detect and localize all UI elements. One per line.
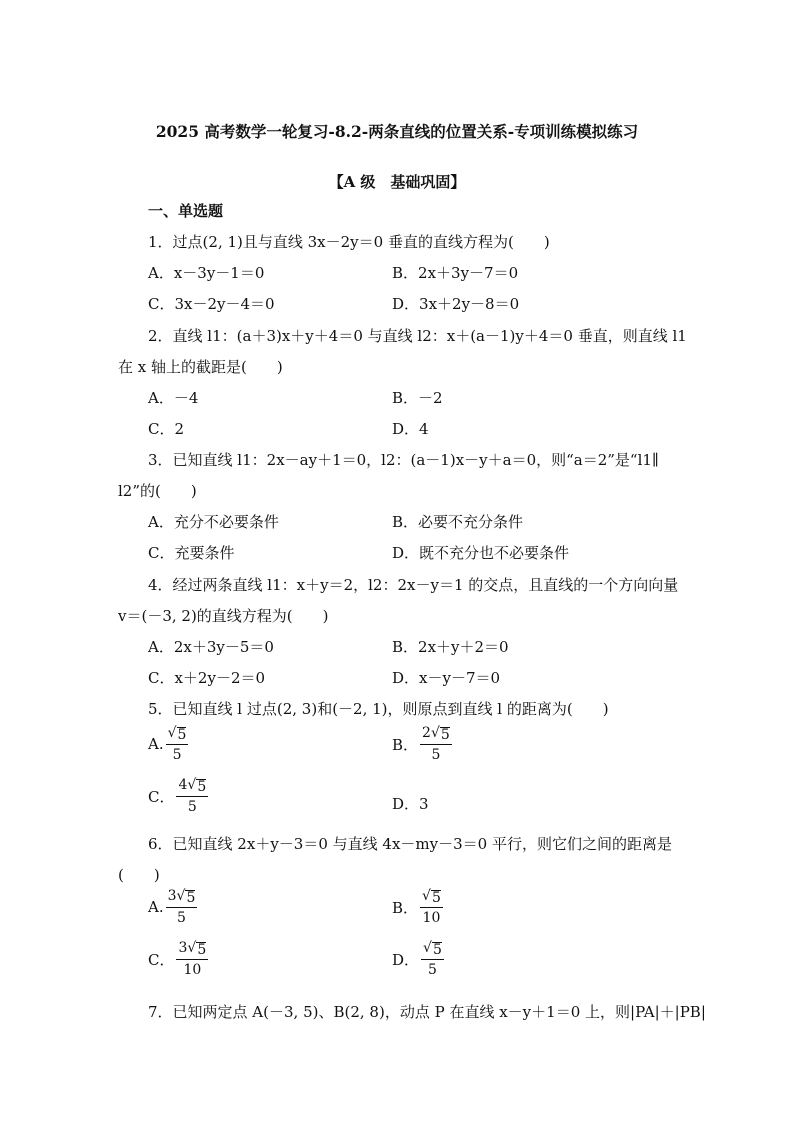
question-6-line-2: ( ) bbox=[118, 866, 160, 884]
question-3-line-2: l2”的( ) bbox=[118, 482, 197, 500]
sqrt-icon: √ bbox=[423, 940, 432, 956]
fraction bbox=[421, 941, 444, 977]
q6-option-c bbox=[148, 941, 208, 977]
question-2-line-1: 2．直线 l1：(a＋3)x＋y＋4＝0 与直线 l2：x＋(a－1)y＋4＝0 垂直，则直线 l1 bbox=[148, 327, 687, 345]
q5-option-b bbox=[392, 726, 452, 762]
q4-option-a: A．2x＋3y－5＝0 bbox=[148, 638, 274, 656]
fraction bbox=[420, 726, 452, 762]
question-3-line-1: 3．已知直线 l1：2x－ay＋1＝0，l2：(a－1)x－y＋a＝0，则“a＝2”是“l1∥ bbox=[148, 451, 659, 469]
denominator: 5 bbox=[177, 910, 186, 926]
q6-option-b bbox=[392, 889, 443, 925]
q2-option-c: C．2 bbox=[148, 420, 185, 438]
radicand: 5 bbox=[440, 727, 450, 743]
question-4-line-2: v＝(－3, 2)的直线方程为( ) bbox=[118, 607, 329, 625]
q3-option-a: A．充分不必要条件 bbox=[148, 513, 279, 531]
sqrt-icon: √ bbox=[187, 777, 197, 793]
radicand: 5 bbox=[186, 890, 196, 906]
fraction bbox=[420, 889, 443, 925]
denominator: 5 bbox=[431, 747, 441, 763]
q4-option-d: D．x－y－7＝0 bbox=[392, 669, 501, 687]
q4-option-b: B．2x＋y＋2＝0 bbox=[392, 638, 509, 656]
sqrt-icon: √ bbox=[167, 725, 177, 741]
denominator: 5 bbox=[427, 962, 437, 978]
option-label: D． bbox=[392, 950, 420, 969]
fraction bbox=[166, 889, 198, 925]
q1-option-a: A．x－3y－1＝0 bbox=[148, 264, 265, 282]
document-title: 2025 高考数学一轮复习-8.2-两条直线的位置关系-专项训练模拟练习 bbox=[155, 122, 639, 141]
coefficient: 4 bbox=[178, 777, 188, 793]
option-label: C． bbox=[148, 787, 175, 806]
denominator: 10 bbox=[422, 910, 441, 926]
q6-option-a bbox=[148, 889, 197, 925]
q1-option-d: D．3x＋2y－8＝0 bbox=[392, 295, 520, 313]
question-2-line-2: 在 x 轴上的截距是( ) bbox=[118, 358, 283, 376]
q1-option-b: B．2x＋3y－7＝0 bbox=[392, 264, 519, 282]
radicand: 5 bbox=[197, 779, 207, 795]
denominator: 5 bbox=[187, 799, 197, 815]
radicand: 5 bbox=[177, 727, 187, 743]
coefficient: 3 bbox=[167, 888, 177, 904]
q5-option-c bbox=[148, 778, 208, 814]
radicand: 5 bbox=[432, 942, 442, 958]
question-1: 1．过点(2, 1)且与直线 3x－2y＝0 垂直的直线方程为( ) bbox=[148, 233, 550, 251]
question-6-line-1: 6．已知直线 2x＋y－3＝0 与直线 4x－my－3＝0 平行，则它们之间的距离是 bbox=[148, 835, 672, 853]
question-4-line-1: 4．经过两条直线 l1：x＋y＝2，l2：2x－y＝1 的交点，且直线的一个方向向量 bbox=[148, 576, 679, 594]
q3-option-d: D．既不充分也不必要条件 bbox=[392, 544, 570, 562]
q5-option-d: D．3 bbox=[392, 795, 429, 813]
option-label: C． bbox=[148, 950, 175, 969]
q2-option-a: A．－4 bbox=[148, 389, 199, 407]
coefficient: 2 bbox=[422, 725, 431, 741]
sqrt-icon: √ bbox=[176, 888, 186, 904]
q3-option-b: B．必要不充分条件 bbox=[392, 513, 524, 531]
option-label: A. bbox=[148, 735, 164, 753]
fraction bbox=[176, 778, 208, 814]
q4-option-c: C．x＋2y－2＝0 bbox=[148, 669, 266, 687]
level-heading: 【A 级 基础巩固】 bbox=[328, 173, 466, 191]
q1-option-c: C．3x－2y－4＝0 bbox=[148, 295, 275, 313]
coefficient: 3 bbox=[178, 940, 188, 956]
option-label: B． bbox=[392, 735, 419, 754]
option-label: A. bbox=[148, 898, 164, 916]
denominator: 5 bbox=[172, 747, 182, 763]
option-label: B． bbox=[392, 898, 419, 917]
question-7: 7．已知两定点 A(－3, 5)、B(2, 8)，动点 P 在直线 x－y＋1＝0 上，则|PA|＋|PB| bbox=[148, 1003, 706, 1021]
sqrt-icon: √ bbox=[422, 888, 431, 904]
question-5: 5．已知直线 l 过点(2, 3)和(－2, 1)，则原点到直线 l 的距离为( ) bbox=[148, 700, 609, 718]
fraction bbox=[176, 941, 208, 977]
fraction bbox=[166, 726, 189, 762]
q6-option-d bbox=[392, 941, 444, 977]
q5-option-a bbox=[148, 726, 188, 762]
section-heading: 一、单选题 bbox=[148, 202, 224, 220]
sqrt-icon: √ bbox=[430, 725, 440, 741]
radicand: 5 bbox=[431, 890, 441, 906]
radicand: 5 bbox=[197, 942, 207, 958]
q3-option-c: C．充要条件 bbox=[148, 544, 235, 562]
q2-option-d: D．4 bbox=[392, 420, 429, 438]
q2-option-b: B．－2 bbox=[392, 389, 443, 407]
sqrt-icon: √ bbox=[187, 940, 197, 956]
denominator: 10 bbox=[183, 962, 202, 978]
